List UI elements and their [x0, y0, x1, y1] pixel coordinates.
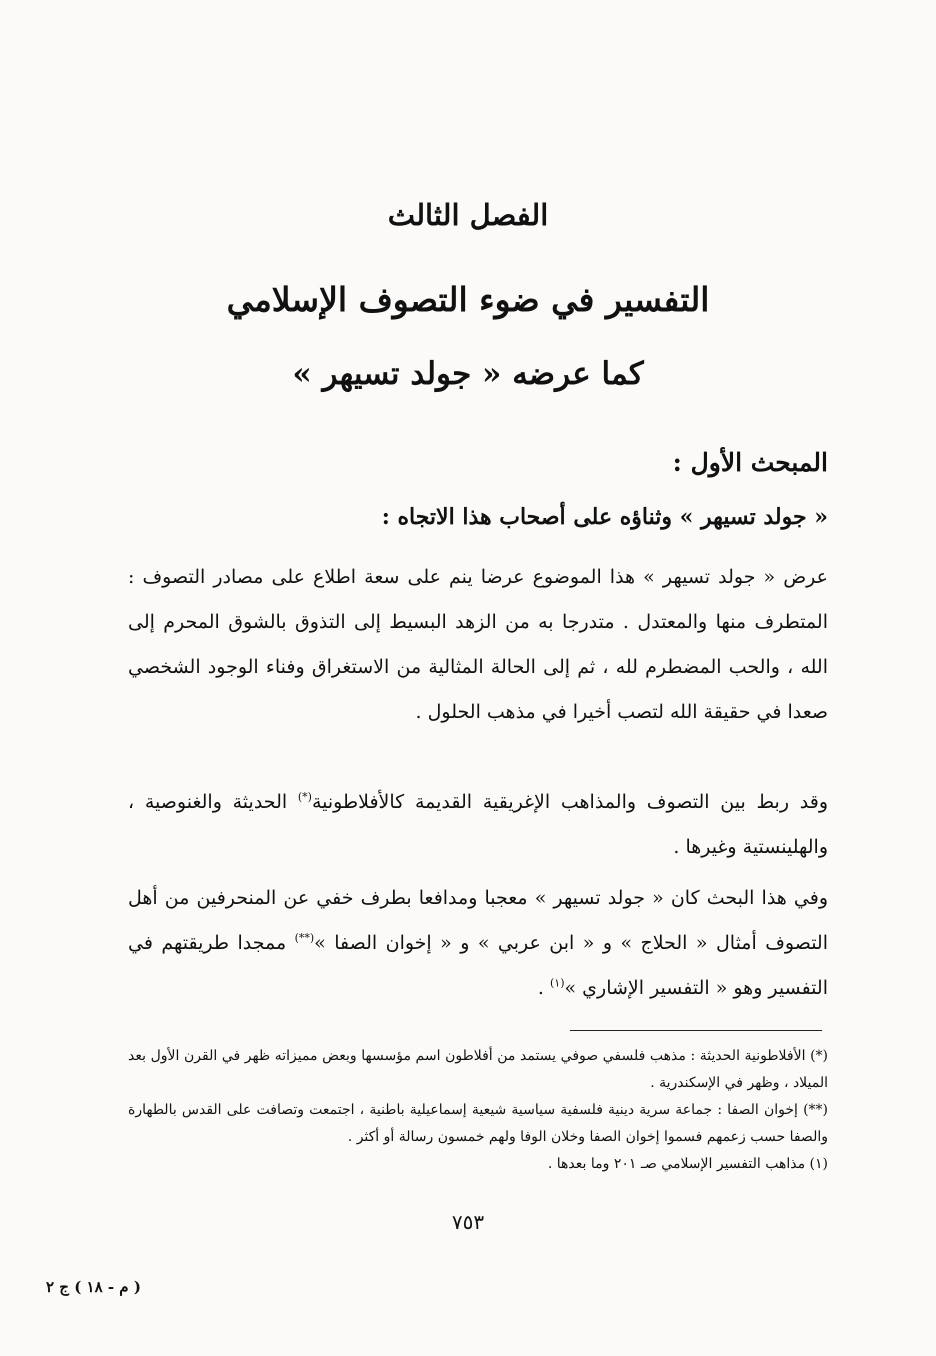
- paragraph-3: [128, 876, 828, 1006]
- paragraph-3-part-c: .: [537, 977, 550, 999]
- footnote-marker-3: (١): [549, 976, 565, 990]
- footnotes: [128, 1043, 828, 1178]
- section-subheading: « جولد تسيهر » وثناؤه على أصحاب هذا الاتجاه :: [381, 504, 828, 530]
- signature-mark: ( م - ١٨ ) ج ٢: [46, 1278, 141, 1296]
- footnote-1: (*) الأفلاطونية الحديثة : مذهب فلسفي صوفي يستمد من أفلاطون اسم مؤسسها وبعض مميزاته ظهر في القرن الأول بعد الميلاد ، وظهر في الإسكندرية .: [128, 1048, 828, 1091]
- main-title: التفسير في ضوء التصوف الإسلامي: [226, 280, 710, 319]
- subtitle: كما عرضه « جولد تسيهر »: [292, 356, 644, 392]
- footnote-2: (**) إخوان الصفا : جماعة سرية دينية فلسفية سياسية شيعية إسماعيلية باطنية ، اجتمعت وتصافت على القدس بالطهارة والصفا حسب زعمهم فسموا إخوان الصفا وخلان الوفا ولهم خمسون رسالة أو أكثر .: [128, 1102, 829, 1145]
- paragraph-2: [128, 780, 828, 872]
- paragraph-2-part-a: وقد ربط بين التصوف والمذاهب الإغريقية القديمة كالأفلاطونية: [311, 791, 828, 813]
- footnote-marker-2: (**): [294, 931, 315, 945]
- footnote-divider: [570, 1030, 822, 1031]
- paragraph-2-part-b: الحديثة والغنوصية ، والهلينستية وغيرها .: [128, 791, 828, 858]
- chapter-title: الفصل الثالث: [387, 198, 549, 232]
- footnote-marker-1: (*): [297, 790, 312, 804]
- page-number: ٧٥٣: [451, 1210, 485, 1234]
- footnote-3: (١) مذاهب التفسير الإسلامي صـ ٢٠١ وما بعدها .: [547, 1156, 828, 1172]
- paragraph-3-part-a: وفي هذا البحث كان « جولد تسيهر » معجبا ومدافعا بطرف خفي عن المنحرفين من أهل التصوف أمثال « الحلاج » و « ابن عربي » و « إخوان الصفا »: [128, 887, 828, 954]
- paragraph-1: عرض « جولد تسيهر » هذا الموضوع عرضا ينم على سعة اطلاع على مصادر التصوف : المتطرف منها والمعتدل . متدرجا به من الزهد البسيط إلى التذوق بالشوق المحرم إلى الله ، والحب المضطرم لله ، ثم إلى الحالة المثالية من الاستغراق وفناء الوجود الشخصي صعدا في حقيقة الله لتصب أخيرا في مذهب الحلول .: [128, 566, 828, 723]
- paragraph-3-part-b: ممجدا طريقتهم في التفسير وهو « التفسير الإشاري »: [128, 932, 828, 999]
- section-heading: المبحث الأول :: [672, 448, 828, 477]
